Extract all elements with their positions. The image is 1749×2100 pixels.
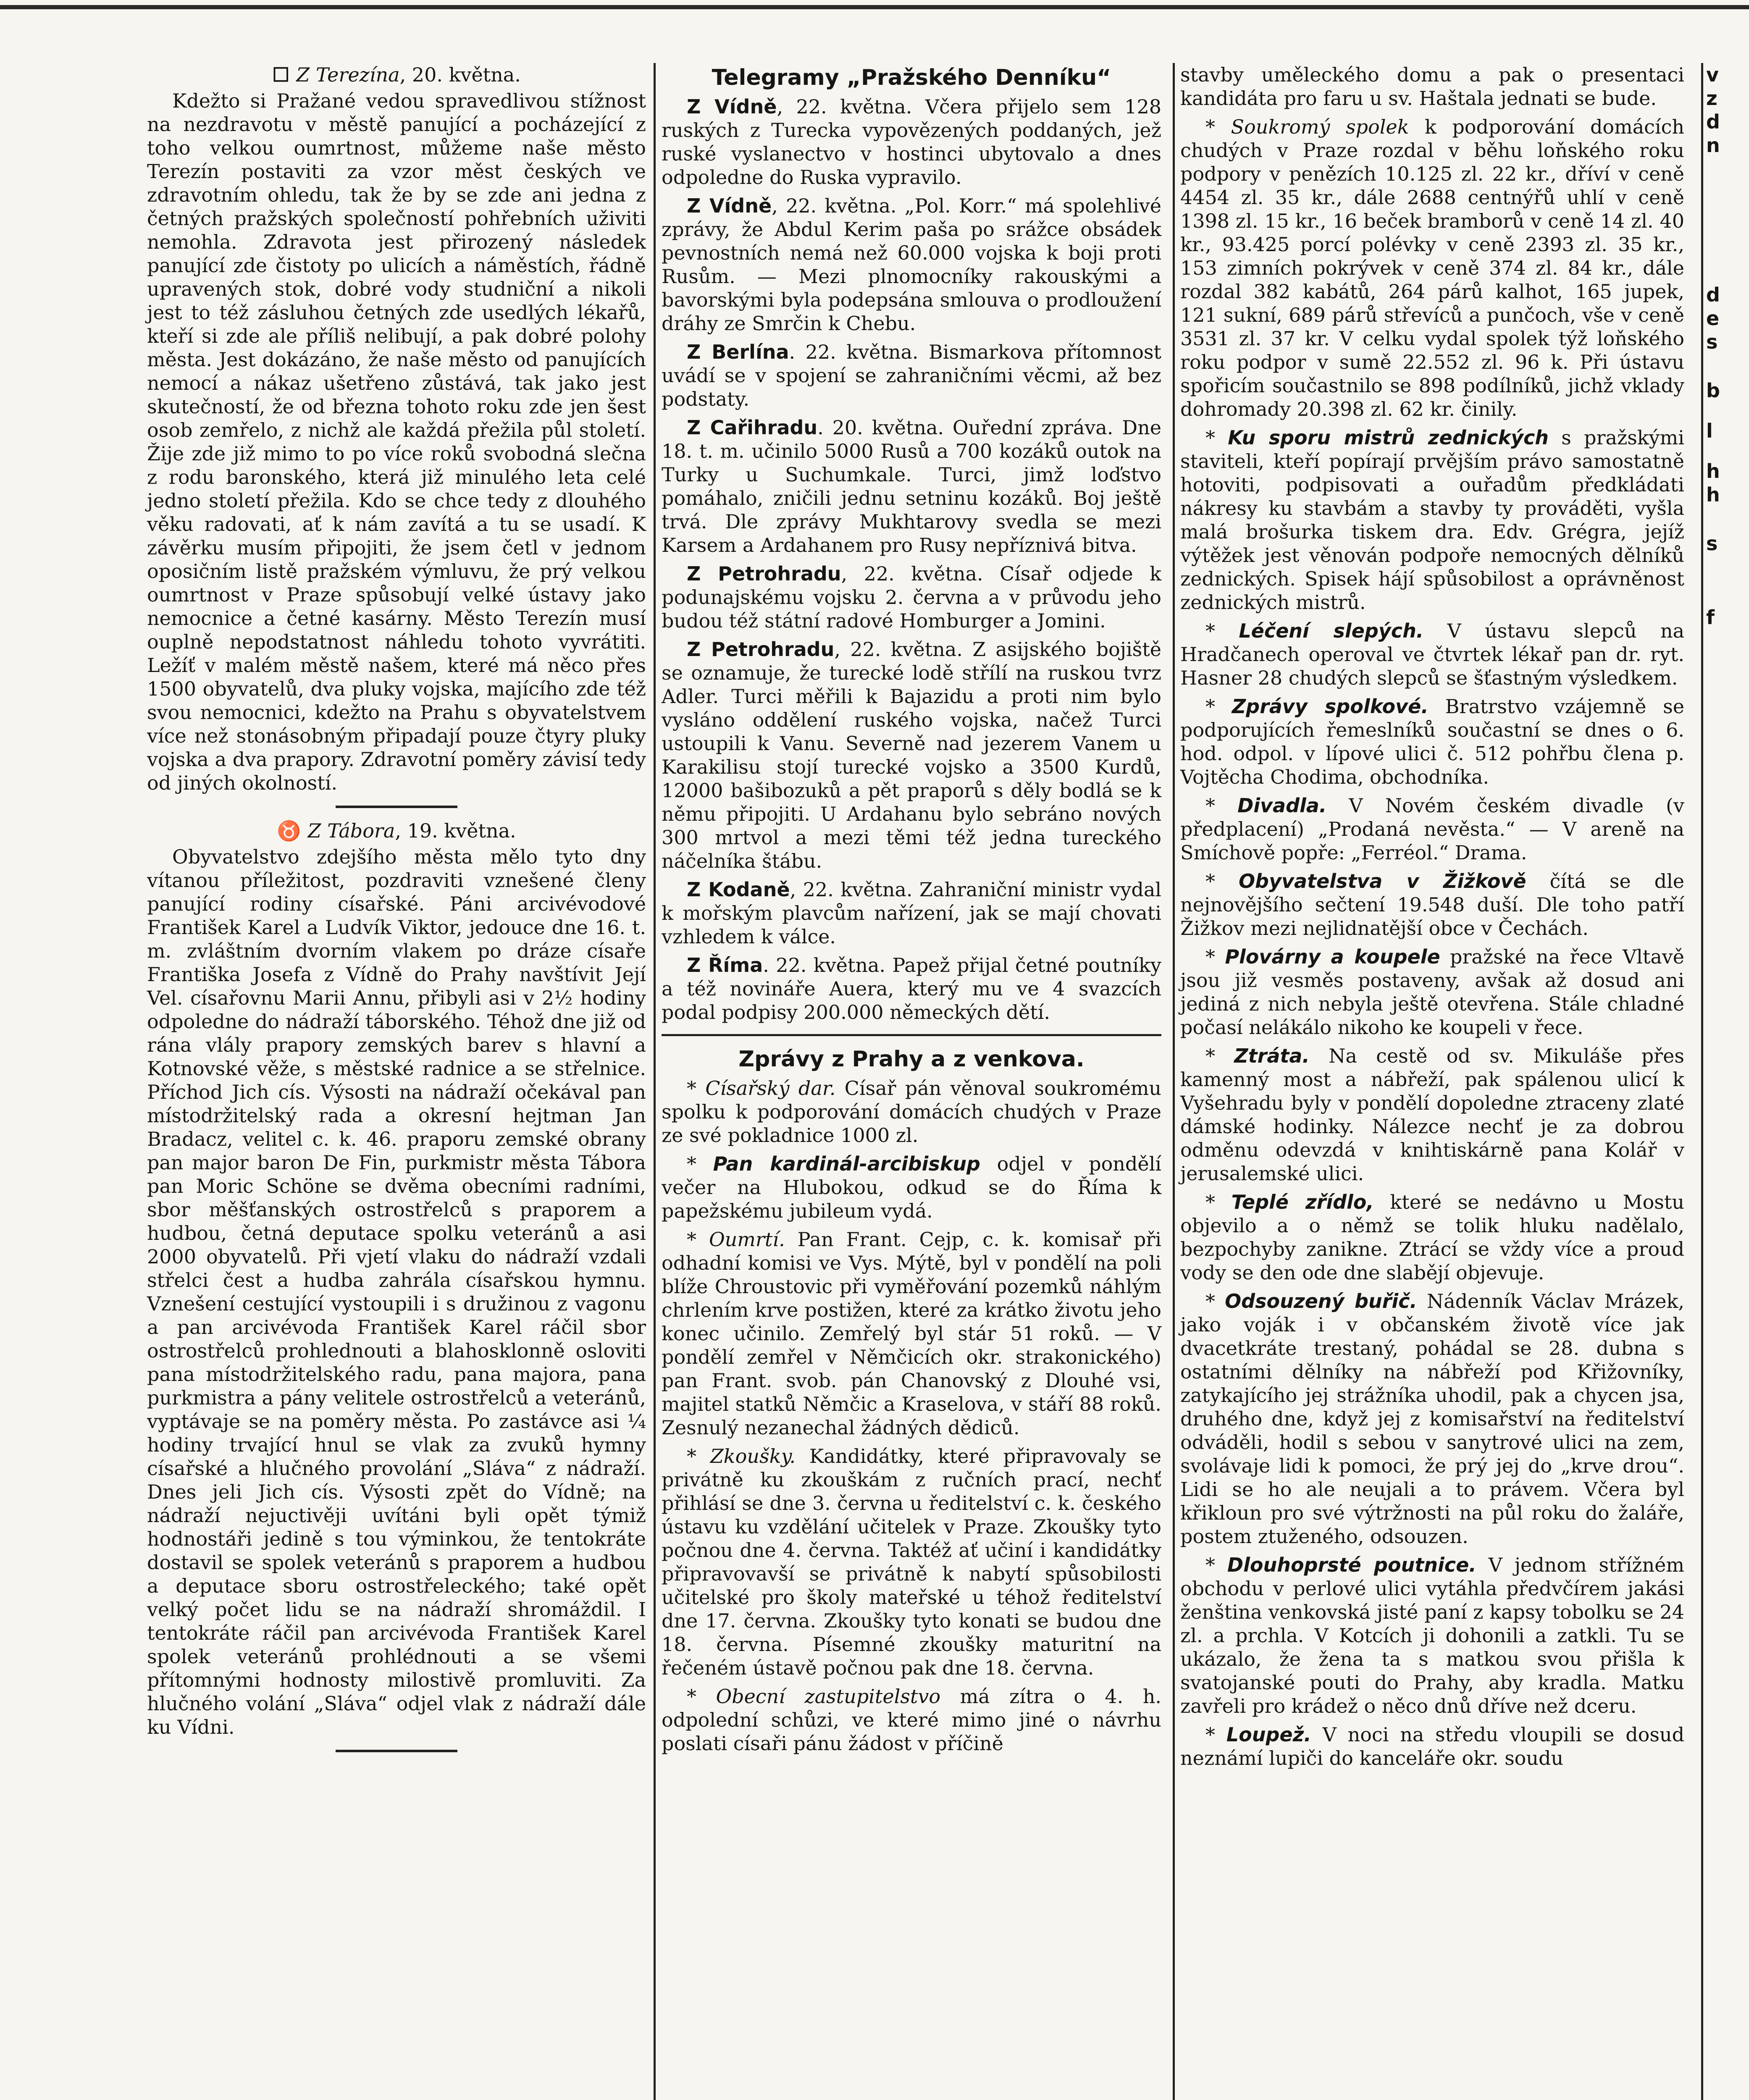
news-continuation: stavby uměleckého domu a pak o presentaci kandidáta pro faru u sv. Haštala jednati se bude. bbox=[1180, 63, 1684, 110]
telegram: Z Petrohradu, 22. května. Císař odjede k podunajskému vojsku 2. června a v průvodu jeho budou též státní radové Homburger a Jomini. bbox=[662, 562, 1161, 632]
section-rule bbox=[662, 1034, 1161, 1036]
square-icon: ☐ bbox=[272, 63, 297, 86]
news-item: * Teplé zřídlo, které se nedávno u Mostu objevilo a o němž se tolik hluku nadělalo, bezpochyby zanikne. Ztrácí se vždy více a proud vody se den ode dne slabějí objevuje. bbox=[1180, 1191, 1684, 1284]
column-rule bbox=[1701, 63, 1703, 2100]
dateline-place: Z Tábora bbox=[307, 819, 395, 842]
dateline bbox=[147, 63, 646, 87]
news-item: * Loupež. V noci na středu vloupili se dosud neznámí lupiči do kanceláře okr. soudu bbox=[1180, 1723, 1685, 1769]
dateline-place: Z Terezína bbox=[296, 63, 400, 86]
column-1 bbox=[147, 63, 646, 1763]
section-heading: Zprávy z Prahy a z venkova. bbox=[738, 1047, 1085, 1072]
news-item: * Ku sporu mistrů zednických s pražskými staviteli, kteří popírají prvějším právo samostatně hotoviti, podpisovati a ouřadům předkládati nákresy ku stavbám a stavby ty prováděti, vyšla malá brošurka tiskem dra. Edv. Grégra, jejíž výtěžek jest věnován podpoře nemocných dělníků zednických. Spisek hájí spůsobilost a oprávněnost zednických mistrů. bbox=[1180, 426, 1685, 614]
dateline bbox=[147, 819, 646, 843]
news-item: * Obecní zastupitelstvo má zítra o 4. h. odpolední schůzi, ve které mimo jiné o návrhu poslati císaři pánu žádost v příčině bbox=[662, 1685, 1161, 1755]
column-rule bbox=[654, 63, 656, 2100]
dateline-date: , 20. května. bbox=[399, 63, 521, 86]
news-item: * Soukromý spolek k podporování domácích chudých v Praze rozdal v běhu loňského roku podpory v penězích 10.125 zl. 22 kr., dříví v ceně 4454 zl. 35 kr., dále 2688 centnýřů uhlí v ceně 1398 zl. 15 kr., 16 beček bramborů v ceně 14 zl. 40 kr., 93.425 porcí polévky v ceně 2393 zl. 35 kr., 153 zimních pokrývek v ceně 374 zl. 84 kr., dále rozdal 382 kabátů, 264 párů kalhot, 165 jupek, 121 sukní, 689 párů střevíců a punčoch, vše v ceně 3531 zl. 37 kr. V celku vydal spolek týž loňského roku podpor v sumě 22.552 zl. 96 k. Při ústavu spořicím součastnilo se 898 podílníků, jichž vklady dohromady 20.398 zl. 62 kr. činily. bbox=[1180, 116, 1685, 420]
telegram: Z Vídně, 22. května. „Pol. Korr.“ má spolehlivé zprávy, že Abdul Kerim paša po srážce obsádek pevnostních nemá než 60.000 vojska k boji proti Rusům. — Mezi plnomocníky rakouskými a bavorskými byla podepsána smlouva o prodloužení dráhy ze Smrčin k Chebu. bbox=[662, 194, 1161, 335]
news-item: * Zprávy spolkové. Bratrstvo vzájemně se podporujících řemeslníků součastní se dnes o 6. hod. odpol. v lípové ulici č. 512 pohřbu člena p. Vojtěcha Chodima, obchodníka. bbox=[1180, 695, 1685, 788]
sign-icon: ♉ bbox=[277, 819, 308, 842]
cutoff-column-edge: v z d n d e s b l h h s f bbox=[1706, 63, 1720, 629]
dateline-date: , 19. května. bbox=[395, 819, 516, 842]
top-rule bbox=[0, 5, 1749, 9]
news-item: * Plovárny a koupele pražské na řece Vltavě jsou již vesměs postaveny, avšak až dosud ani jediná z nich nebyla ještě otevřena. Stále chladné počasí nelákálo nikoho ke koupeli v řece. bbox=[1180, 945, 1685, 1039]
column-rule bbox=[1173, 63, 1175, 2100]
news-item: * Divadla. V Novém českém divadle (v předplacení) „Prodaná nevěsta.“ — V areně na Smíchově popře: „Ferréol.“ Drama. bbox=[1180, 794, 1685, 864]
article-paragraph: Kdežto si Pražané vedou spravedlivou stížnost na nezdravotu v městě panující a pocházející z toho velkou oumrtnost, můžeme naše město Terezín postaviti za vzor měst českých ve zdravotním ohledu, tak že by se zde ani jedna z četných pražských společností pohřebních uživiti nemohla. Zdravota jest přirozený následek panující zde čistoty po ulicích a náměstích, řádně upravených stok, dobré vody studniční a nikoli jest to též zásluhou četných zde usedlých lékařů, kteří si zde ale příliš nelibují, a pak dobré polohy města. Jest dokázáno, že naše město od panujících nemocí a nákaz ušetřeno zůstává, tak jako jest skutečností, že od března tohoto roku zde jen šest osob zemřelo, z nichž ale každá přežila půl století. Žije zde již mimo to po více roků svobodná slečna z rodu baronského, která již minulého leta celé jedno století přežila. Kdo se chce tedy z dlouhého věku radovati, ať k nám zavítá a tu se usadí. K závěrku musím připojiti, že jsem četl v jednom oposičním listě pražském výmluvu, že prý velkou oumrtnost v Praze spůsobují velké ústavy jako nemocnice a četné kasárny. Město Terezín musí ouplně nepodstatnost náhledu tohoto vyvrátiti. Ležíť v malém městě našem, které má něco přes 1500 obyvatelů, dva pluky vojska, majícího zde též svou nemocnici, kdežto na Prahu s obyvatelstvem více než stonásobným připadají pouze čtyry pluky vojska a dva prapory. Zdravotní poměry závisí tedy od jiných okolností. bbox=[147, 89, 646, 794]
news-item: * Oumrtí. Pan Frant. Cejp, c. k. komisař při odhadní komisi ve Vys. Mýtě, byl v pondělí na poli blíže Chroustovic při vyměřování pozemků náhlým chrlením krve postižen, které za krátko životu jeho konec učinilo. Zemřelý byl stár 51 roků. — V pondělí zemřel v Němčicích okr. strakonického) pan Frant. svob. pán Chanovský z Dlouhé vsi, majitel statků Němčic a Kraselova, v stáří 88 roků. Zesnulý nezanechal žádných dědiců. bbox=[662, 1228, 1161, 1439]
news-item: * Ztráta. Na cestě od sv. Mikuláše přes kamenný most a nábřeží, pak spálenou ulicí k Vyšehradu byly v pondělí dopoledne ztraceny zlaté dámské hodinky. Nálezce nechť je za dobrou odměnu odevzdá v knihtiskárně pana Kolář v jerusalemské ulici. bbox=[1180, 1045, 1685, 1185]
news-item: * Dlouhoprsté poutnice. V jednom střížném obchodu v perlové ulici vytáhla předvčírem jakási ženština venkovská jisté paní z kapsy tobolku se 24 zl. a prchla. V Kotcích ji dohonili a zatkli. Tu se ukázalo, že žena ta s matkou svou přišla k svatojanské pouti do Prahy, aby kradla. Matku zavřeli pro krádež o něco dnů dříve než dceru. bbox=[1180, 1554, 1685, 1717]
column-3 bbox=[1180, 63, 1684, 1775]
telegram: Z Vídně, 22. května. Včera přijelo sem 128 ruských z Turecka vypovězených poddaných, jež ruské vyslanectvo v hostinci ubytovalo a dnes odpoledne do Ruska vypravilo. bbox=[662, 95, 1161, 189]
news-item: * Léčení slepých. V ústavu slepců na Hradčanech operoval ve čtvrtek lékař pan dr. ryt. Hasner 28 chudých slepců se šťastným výsledkem. bbox=[1180, 620, 1684, 689]
telegram: Z Petrohradu, 22. května. Z asijského bojiště se oznamuje, že turecké lodě střílí na ruskou tvrz Adler. Turci měřili k Bajazidu a proti nim bylo vysláno oddělení ruského vojska, načež Turci ustoupili k Vanu. Severně nad jezerem Vanem u Karakilisu stojí turecké vojsko a 3500 Kurdů, 12000 bašibozuků a pět praporů s děly bodlá se k němu připojiti. U Ardahanu bylo sebráno nových 300 mrtvol a mezi těmi též jedna tureckého náčelníka štábu. bbox=[662, 638, 1161, 872]
column-2 bbox=[662, 63, 1161, 1760]
news-item: * Odsouzený buřič. Nádenník Václav Mrázek, jako voják i v občanském životě více jak dvacetkráte trestaný, pohádal se 28. dubna s ostatními dělníky na nábřeží pod Křižovníky, zatykajícího jej strážníka uhodil, pak a chycen jsa, druhého dne, když jej z komisařství na ředitelství odváděli, hodil s sebou v sanytrové ulici na zem, svolávaje lidi k pomoci, že prý jej do „krve drou“. Lidi se ho ale neujali a to právem. Včera byl křikloun pro své výtržnosti na půl roku do žaláře, postem ztuženého, odsouzen. bbox=[1180, 1290, 1684, 1548]
telegram: Z Kodaně, 22. května. Zahraniční ministr vydal k mořským plavcům nařízení, jak se mají chovati vzhledem k válce. bbox=[662, 878, 1161, 948]
separator bbox=[336, 806, 457, 808]
news-item: * Císařský dar. Císař pán věnoval soukromému spolku k podporování domácích chudých v Praze ze své pokladnice 1000 zl. bbox=[662, 1077, 1162, 1147]
separator bbox=[336, 1750, 457, 1752]
telegram: Z Cařihradu. 20. května. Ouřední zpráva. Dne 18. t. m. učinilo 5000 Rusů a 700 kozáků outok na Turky u Suchumkale. Turci, jimž loďstvo pomáhalo, zničili jednu setninu kozáků. Boj ještě trvá. Dle zprávy Mukhtarovy svedla se mezi Karsem a Ardahanem pro Rusy nepříznivá bitva. bbox=[662, 416, 1161, 556]
news-item: * Zkoušky. Kandidátky, které připravovaly se privátně ku zkouškám z ručních prací, nechť přihlásí se dne 3. června u ředitelství c. k. českého ústavu ku vzdělání učitelek v Praze. Zkoušky tyto počnou dne 4. června. Taktéž ať učiní i kandidátky připravovavší se privátně k nabytí spůsobilosti učitelské pro školy mateřské u téhož ředitelství dne 17. června. Zkoušky tyto konati se budou dne 18. června. Písemné zkoušky maturitní na řečeném ústavě počnou pak dne 18. června. bbox=[662, 1445, 1161, 1679]
news-item: * Obyvatelstva v Žižkově čítá se dle nejnovějšího sečtení 19.548 duší. Dle toho patří Žižkov mezi nejlidnatější obce v Čechách. bbox=[1180, 870, 1684, 940]
telegram: Z Říma. 22. května. Papež přijal četné poutníky a též novináře Auera, který mu ve 4 svazcích podal podpisy 200.000 německých dětí. bbox=[662, 954, 1161, 1024]
article-paragraph: Obyvatelstvo zdejšího města mělo tyto dny vítanou příležitost, pozdraviti vznešené členy panující rodiny císařské. Páni arcivévodové František Karel a Ludvík Viktor, jedouce dne 16. t. m. zvláštním dvorním vlakem po dráze císaře Františka Josefa z Vídně do Prahy navštívit Její Vel. císařovnu Marii Annu, přibyli asi v 2½ hodiny odpoledne do nádraží táborského. Téhož dne již od rána vlály prapory zemských barev s hlavní a Kotnovské věže, s městské radnice a se střelnice. Příchod Jich cís. Výsosti na nádraží očekával pan místodržitelský rada a okresní hejtman Jan Bradacz, velitel c. k. 46. praporu zemské obrany pan major baron De Fin, purkmistr města Tábora pan Moric Schöne se dvěma obecními radními, sbor měšťanských ostrostřelců s praporem a hudbou, četná deputace spolku veteránů a asi 2000 obyvatelů. Při vjetí vlaku do nádraží vzdali střelci čest a hudba zahrála císařskou hymnu. Vznešení cestující vystoupili i s družinou z vagonu a pan arcivévoda František Karel ráčil sbor ostrostřelců prohlednouti a blahosklonně osloviti pana místodržitelského radu, pana majora, pana purkmistra a pány velitele ostrostřelců a veteránů, vyptávaje se na poměry města. Po zastávce asi ¼ hodiny trvající hnul se vlak za zvuků hymny císařské a hlučného provolání „Sláva“ z nádraží. Dnes jeli Jich cís. Výsosti zpět do Vídně; na nádraží nejuctivěji uvítáni byli opět týmiž hodnostáři jedině s tou výminkou, že tentokráte dostavil se spolek veteránů s praporem a hudbou a deputace sboru ostrostřeleckého; také opět velký počet lidu se na nádraží shromáždil. I tentokráte ráčil pan arcivévoda František Karel spolek veteránů prohlédnouti a se všemi přítomnými hodnosty milostivě promluviti. Za hlučného volání „Sláva“ odjel vlak z nádraží dále ku Vídni. bbox=[147, 845, 646, 1738]
telegram: Z Berlína. 22. května. Bismarkova přítomnost uvádí se v spojení se zahraničními věcmi, až bez podstaty. bbox=[662, 341, 1161, 410]
section-heading: Telegramy „Pražského Denníku“ bbox=[712, 65, 1111, 90]
news-item: * Pan kardinál-arcibiskup odjel v pondělí večer na Hlubokou, odkud se do Říma k papežskému jubileum vydá. bbox=[662, 1152, 1162, 1222]
